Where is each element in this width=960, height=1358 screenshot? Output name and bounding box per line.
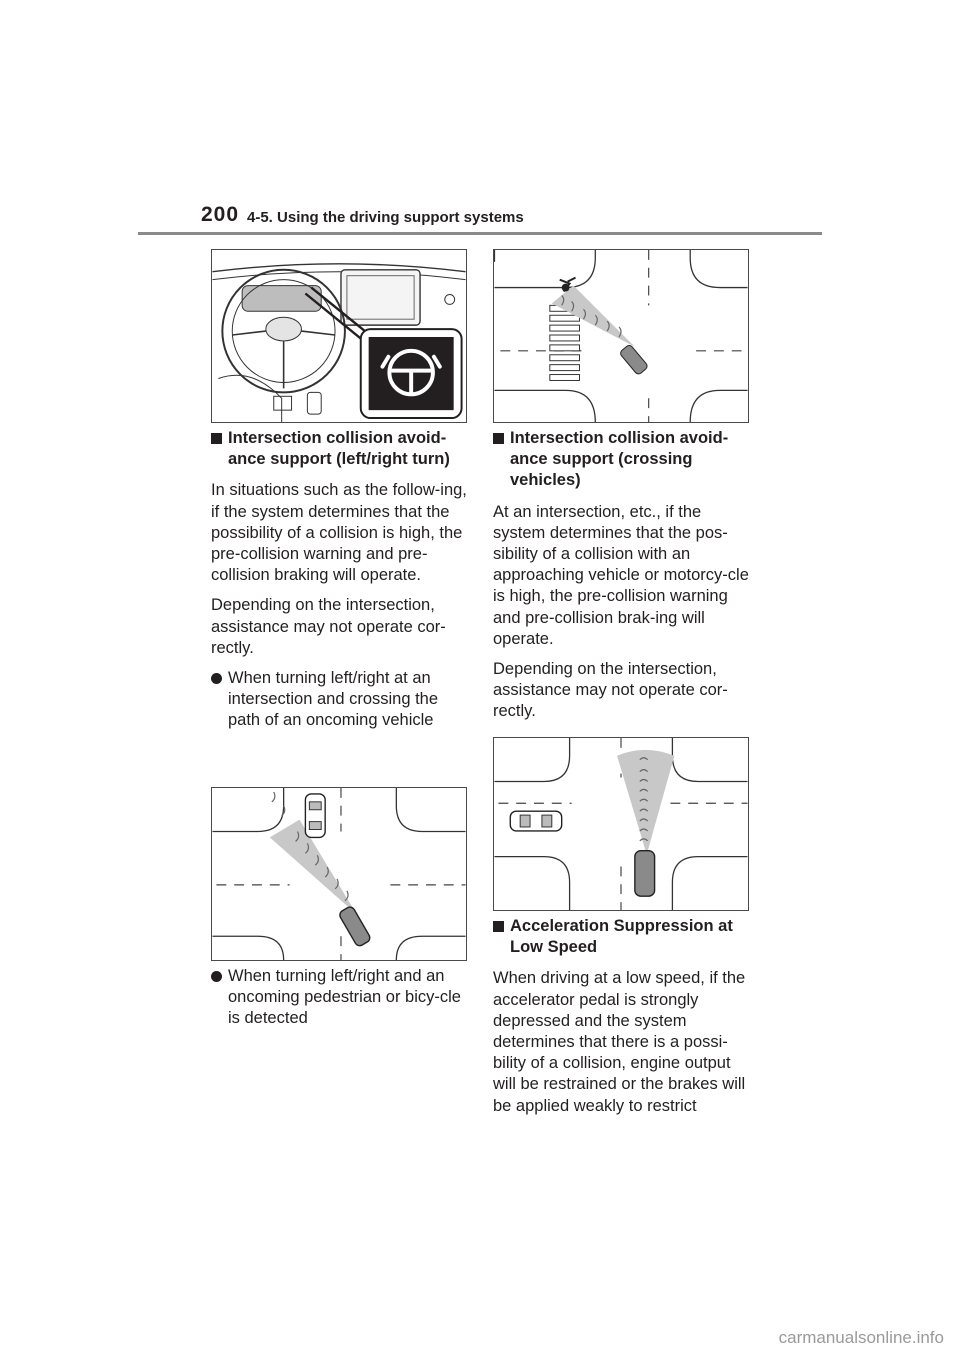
heading-text: Intersection collision avoid-ance support (left/right turn) [228, 429, 450, 469]
heading-square-icon [493, 921, 504, 932]
heading-square-icon [211, 433, 222, 444]
left-column-text [211, 428, 473, 732]
section-heading [493, 428, 755, 492]
section-heading [493, 916, 755, 958]
right-column-text-lower [493, 916, 755, 1117]
left-column-text-lower [211, 966, 473, 1030]
oncoming-vehicle-illustration [211, 787, 467, 961]
crossing-vehicle-illustration [493, 737, 749, 911]
page-number: 200 [201, 203, 240, 226]
paragraph: At an intersection, etc., if the system determines that the pos-sibility of a collision with an approaching vehicle or motorcy-cle is high, the pre-collision warning and pre-collision brak-ing will operate. [493, 502, 749, 648]
paragraph: Depending on the intersection, assistance may not operate cor-rectly. [211, 596, 446, 657]
watermark: carmanualsonline.info [778, 1328, 944, 1347]
heading-text: Intersection collision avoid-ance support (crossing vehicles) [510, 429, 729, 490]
bullet-dot-icon [211, 971, 222, 982]
paragraph: In situations such as the follow-ing, if the system determines that the possibility of a collision is high, the pre-collision warning and pre-collision braking will operate. [211, 481, 467, 585]
crossing-pedestrian-illustration [493, 249, 749, 423]
dashboard-illustration [211, 249, 467, 423]
section-title: 4-5. Using the driving support systems [247, 209, 524, 226]
bullet-text: When turning left/right at an intersection and crossing the path of an oncoming vehicle [228, 669, 439, 730]
paragraph: When driving at a low speed, if the accelerator pedal is strongly depressed and the system determines that there is a possi-bility of a collision, engine output will be restrained or the brakes will be applied weakly to restrict [493, 969, 746, 1115]
paragraph: Depending on the intersection, assistance may not operate cor-rectly. [493, 660, 728, 721]
section-heading [211, 428, 473, 470]
bullet-text: When turning left/right and an oncoming pedestrian or bicy-cle is detected [228, 967, 461, 1028]
header-rule [138, 232, 822, 235]
bullet-item [211, 668, 473, 732]
bullet-dot-icon [211, 673, 222, 684]
bullet-item [211, 966, 473, 1030]
heading-text: Acceleration Suppression at Low Speed [510, 917, 733, 957]
right-column-text [493, 428, 755, 723]
heading-square-icon [493, 433, 504, 444]
